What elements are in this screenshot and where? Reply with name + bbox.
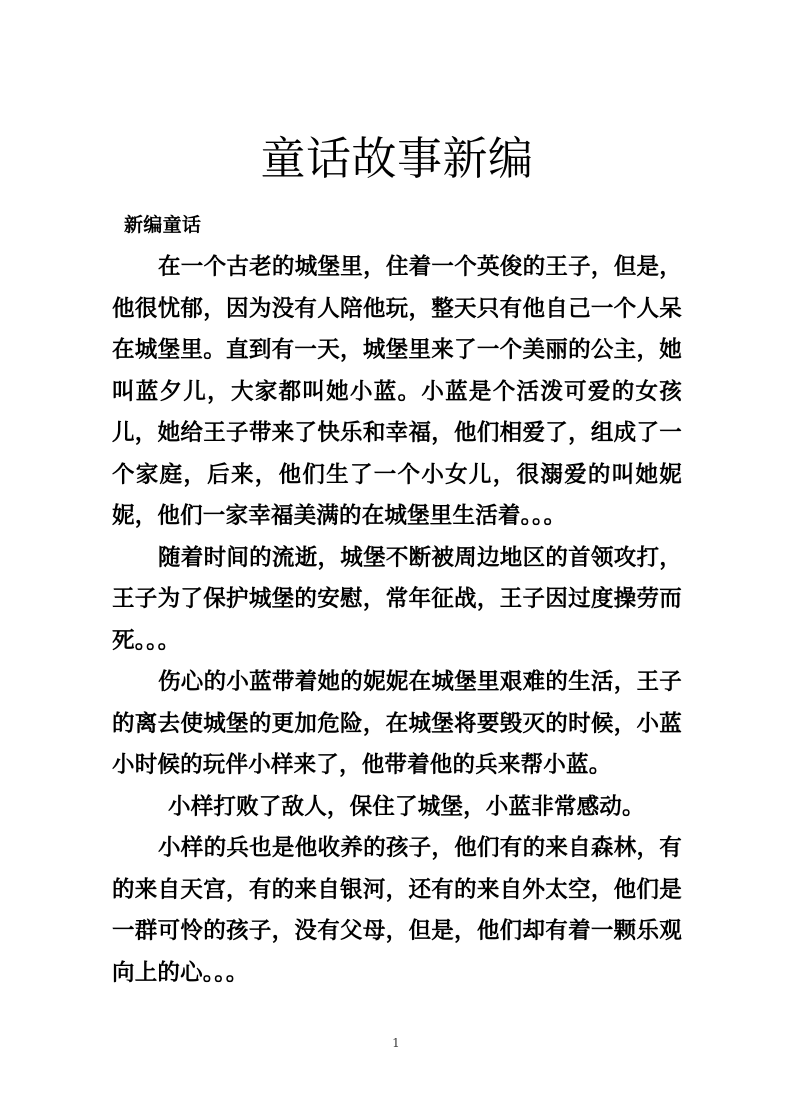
page-number: 1	[392, 1036, 400, 1050]
document-subtitle: 新编童话	[124, 214, 202, 236]
paragraph-4: 小样打败了敌人，保住了城堡，小蓝非常感动。	[168, 793, 645, 820]
document-body	[112, 0, 682, 994]
paragraph-3: 伤心的小蓝带着她的妮妮在城堡里艰难的生活，王子的离去使城堡的更加危险，在城堡将要毁灭的时候，小蓝小时候的玩伴小样来了，他带着他的兵来帮小蓝。	[112, 669, 682, 778]
document-title: 童话故事新编	[260, 132, 534, 185]
paragraph-2: 随着时间的流逝，城堡不断被周边地区的首领攻打，王子为了保护城堡的安慰，常年征战，王子因过度操劳而死。。。	[112, 544, 682, 654]
paragraph-1: 在一个古老的城堡里，住着一个英俊的王子，但是，他很忧郁，因为没有人陪他玩，整天只有他自己一个人呆在城堡里。直到有一天，城堡里来了一个美丽的公主，她叫蓝夕儿，大家都叫她小蓝。小蓝是个活泼可爱的女孩儿，她给王子带来了快乐和幸福，他们相爱了，组成了一个家庭，后来，他们生了一个小女儿，很溺爱的叫她妮妮，他们一家幸福美满的在城堡里生活着。。。	[112, 254, 682, 529]
paragraph-5: 小样的兵也是他收养的孩子，他们有的来自森林，有的来自天宫，有的来自银河，还有的来自外太空，他们是一群可怜的孩子，没有父母，但是，他们却有着一颗乐观向上的心。。。	[112, 835, 682, 986]
